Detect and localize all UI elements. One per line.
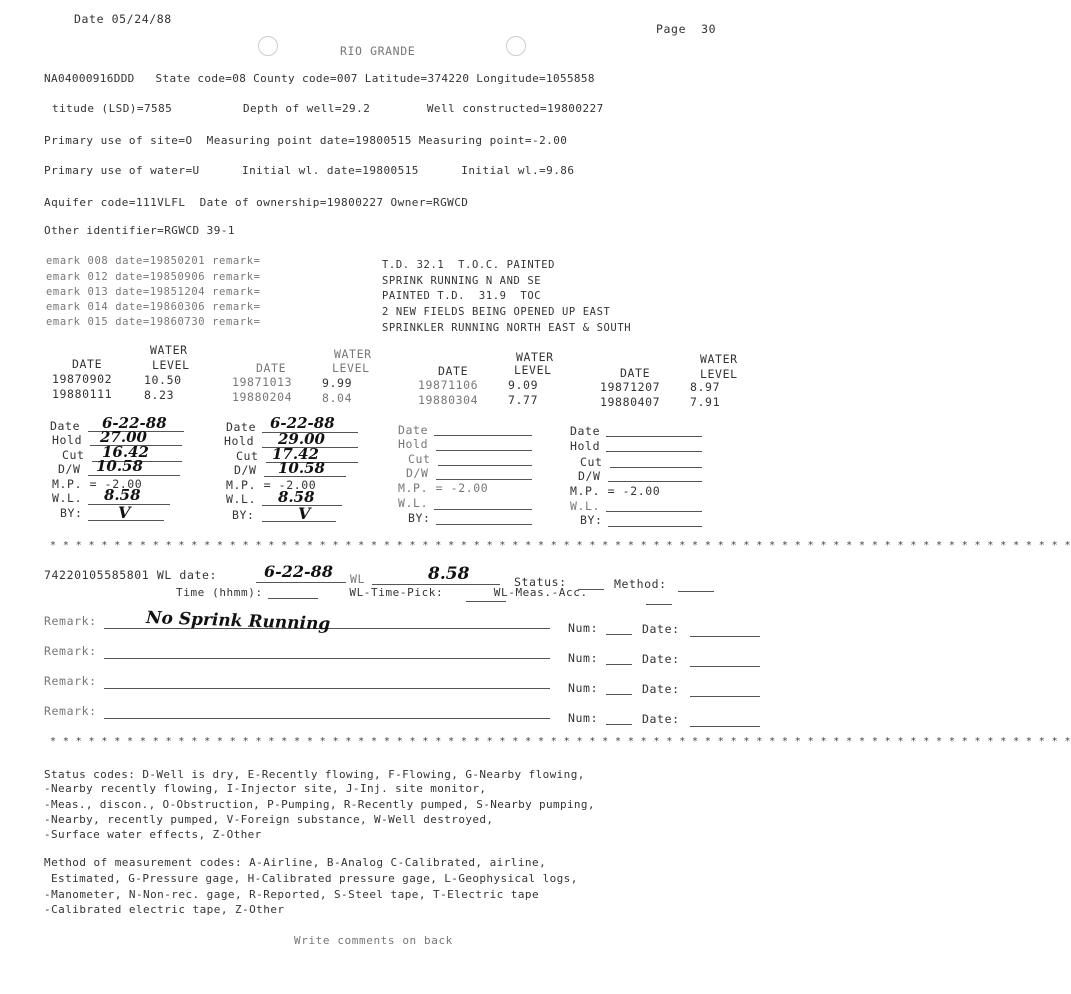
entry-dw-value: 10.58: [96, 457, 143, 475]
num-label: Num:: [568, 681, 599, 695]
table-cell-level: 8.97: [690, 380, 721, 394]
remark-label: emark 013 date=19851204 remark=: [46, 286, 261, 298]
entry-cut-label: Cut: [408, 452, 431, 466]
remark-text: SPRINK RUNNING N AND SE: [382, 275, 542, 287]
primary-use-site-line: Primary use of site=O Measuring point date=19800515 Measuring point=-2.00: [44, 134, 568, 147]
remark-row-label: Remark:: [44, 674, 97, 688]
method-codes-line: Method of measurement codes: A-Airline, B-Analog C-Calibrated, airline,: [44, 856, 547, 869]
table-cell-date: 19871013: [232, 375, 293, 389]
table-cell-level: 7.91: [690, 395, 721, 409]
entry-hold-label: Hold: [224, 434, 255, 448]
site-id-line: NA04000916DDD State code=08 County code=007 Latitude=374220 Longitude=1055858: [44, 72, 595, 85]
entry-hold-field[interactable]: [606, 451, 702, 452]
num-field[interactable]: [606, 724, 632, 725]
remark-row-label: Remark:: [44, 704, 97, 718]
remark-row-label: Remark:: [44, 644, 97, 658]
col-header-level: LEVEL: [514, 363, 552, 377]
status-codes-line: Status codes: D-Well is dry, E-Recently flowing, F-Flowing, G-Nearby flowing,: [44, 768, 585, 781]
entry-date-label: Date: [50, 419, 81, 433]
method-codes-line: -Calibrated electric tape, Z-Other: [44, 903, 285, 916]
method-field[interactable]: [678, 591, 714, 592]
table-cell-date: 19880304: [418, 393, 479, 407]
entry-by-initials: V: [118, 503, 131, 522]
time-field[interactable]: [268, 598, 318, 599]
col-header-water: WATER: [334, 347, 372, 361]
region-title: RIO GRANDE: [340, 44, 416, 58]
altitude-line: titude (LSD)=7585 Depth of well=29.2 Well constructed=19800227: [52, 102, 604, 115]
entry-date-field[interactable]: [606, 436, 702, 437]
table-cell-level: 10.50: [144, 373, 182, 387]
entry-date-label: Date: [570, 424, 601, 438]
col-header-date: DATE: [620, 366, 651, 380]
entry-cut-label: Cut: [580, 455, 603, 469]
col-header-level: LEVEL: [332, 361, 370, 375]
entry-dw-field[interactable]: [88, 475, 180, 476]
entry-mp-label: M.P. = -2.00: [570, 484, 661, 498]
entry-date-label: Date: [398, 423, 429, 437]
col-header-water: WATER: [700, 352, 738, 366]
num-field[interactable]: [606, 664, 632, 665]
wl-meas-acc-field[interactable]: [646, 604, 672, 605]
separator-stars: * * * * * * * * * * * * * * * * * * * * * * * * * * * * * * * * * * * * * * * * * * * * * * * * * * * * * * * * * * * * * * * * * * * * * * * * * * * * * * * *: [50, 540, 1071, 551]
col-header-date: DATE: [438, 364, 469, 378]
table-cell-date: 19880407: [600, 395, 661, 409]
method-label: Method:: [614, 577, 667, 591]
wl-date-field[interactable]: [256, 582, 346, 583]
entry-date-field[interactable]: [434, 435, 532, 436]
remark-label: emark 015 date=19860730 remark=: [46, 316, 261, 328]
entry-dw-label: D/W: [578, 469, 601, 483]
entry-cut-field[interactable]: [610, 467, 702, 468]
date-field[interactable]: [690, 726, 760, 727]
status-codes-line: -Surface water effects, Z-Other: [44, 828, 262, 841]
entry-date-value: 6-22-88: [270, 414, 335, 432]
wl-time-pick-field[interactable]: [466, 601, 506, 602]
entry-wl-field[interactable]: [606, 511, 702, 512]
entry-wl-label: W.L.: [570, 499, 601, 513]
aquifer-line: Aquifer code=111VLFL Date of ownership=19800227 Owner=RGWCD: [44, 196, 469, 209]
entry-hold-value: 29.00: [278, 430, 325, 448]
date-label: Date:: [642, 712, 680, 726]
entry-cut-label: Cut: [236, 449, 259, 463]
entry-date-value: 6-22-88: [102, 414, 167, 432]
entry-wl-value: 8.58: [104, 486, 141, 504]
col-header-level: LEVEL: [700, 367, 738, 381]
wl-date-value: 6-22-88: [264, 562, 333, 581]
col-header-water: WATER: [516, 350, 554, 364]
remark-label: emark 008 date=19850201 remark=: [46, 255, 261, 267]
punch-hole-right: [506, 36, 526, 56]
table-cell-level: 8.23: [144, 388, 175, 402]
status-label: Status:: [514, 575, 567, 589]
date-field[interactable]: [690, 636, 760, 637]
entry-mp-label: M.P. = -2.00: [398, 481, 489, 495]
num-label: Num:: [568, 651, 599, 665]
remark-label: emark 012 date=19850906 remark=: [46, 271, 261, 283]
table-cell-level: 8.04: [322, 391, 353, 405]
remark-field[interactable]: [104, 718, 550, 719]
remark-text: 2 NEW FIELDS BEING OPENED UP EAST: [382, 306, 611, 318]
table-cell-date: 19880204: [232, 390, 293, 404]
entry-dw-label: D/W: [58, 462, 81, 476]
footer-note: Write comments on back: [294, 934, 453, 947]
entry-by-field[interactable]: [608, 526, 702, 527]
entry-mp-label: M.P. = -2.00: [52, 477, 143, 491]
entry-wl-value: 8.58: [278, 488, 315, 506]
separator-stars: * * * * * * * * * * * * * * * * * * * * * * * * * * * * * * * * * * * * * * * * * * * * * * * * * * * * * * * * * * * * * * * * * * * * * * * * * * * * * * * *: [50, 736, 1071, 747]
entry-wl-label: W.L.: [52, 491, 83, 505]
method-codes-line: -Manometer, N-Non-rec. gage, R-Reported, S-Steel tape, T-Electric tape: [44, 888, 540, 901]
status-codes-line: -Nearby, recently pumped, V-Foreign substance, W-Well destroyed,: [44, 813, 494, 826]
remark-field[interactable]: [104, 688, 550, 689]
num-field[interactable]: [606, 694, 632, 695]
col-header-date: DATE: [256, 361, 287, 375]
remark-text: SPRINKLER RUNNING NORTH EAST & SOUTH: [382, 322, 632, 334]
entry-by-field[interactable]: [436, 524, 532, 525]
num-label: Num:: [568, 621, 599, 635]
table-cell-date: 19871106: [418, 378, 479, 392]
wl-date-label: 74220105585801 WL date:: [44, 568, 218, 582]
entry-wl-label: W.L.: [398, 496, 429, 510]
status-codes-line: -Meas., discon., O-Obstruction, P-Pumping, R-Recently pumped, S-Nearby pumping,: [44, 798, 595, 811]
num-label: Num:: [568, 711, 599, 725]
entry-cut-label: Cut: [62, 448, 85, 462]
entry-dw-field[interactable]: [436, 479, 532, 480]
punch-hole-left: [258, 36, 278, 56]
other-identifier-line: Other identifier=RGWCD 39-1: [44, 224, 235, 237]
entry-by-label: BY:: [232, 508, 255, 522]
entry-hold-label: Hold: [398, 437, 429, 451]
entry-dw-value: 10.58: [278, 459, 325, 477]
date-label: Date:: [642, 652, 680, 666]
remark-label: emark 014 date=19860306 remark=: [46, 301, 261, 313]
entry-cut-field[interactable]: [438, 465, 532, 466]
entry-by-initials: V: [298, 504, 311, 523]
col-header-date: DATE: [72, 357, 103, 371]
primary-use-water-line: Primary use of water=U Initial wl. date=19800515 Initial wl.=9.86: [44, 164, 575, 177]
remark-handwritten: No Sprink Running: [145, 608, 331, 635]
status-codes-line: -Nearby recently flowing, I-Injector site, J-Inj. site monitor,: [44, 782, 487, 795]
entry-wl-label: W.L.: [226, 492, 257, 506]
remark-text: PAINTED T.D. 31.9 TOC: [382, 290, 542, 302]
entry-dw-label: D/W: [406, 466, 429, 480]
entry-hold-label: Hold: [570, 439, 601, 453]
remark-row-label: Remark:: [44, 614, 97, 628]
entry-hold-label: Hold: [52, 433, 83, 447]
entry-by-label: BY:: [408, 511, 431, 525]
method-codes-line: Estimated, G-Pressure gage, H-Calibrated pressure gage, L-Geophysical logs,: [44, 872, 578, 885]
entry-hold-field[interactable]: [436, 450, 532, 451]
wl-label: WL: [350, 572, 366, 586]
remark-text: T.D. 32.1 T.O.C. PAINTED: [382, 259, 556, 271]
entry-dw-field[interactable]: [608, 481, 702, 482]
entry-dw-label: D/W: [234, 463, 257, 477]
date-field[interactable]: [690, 696, 760, 697]
table-cell-level: 7.77: [508, 393, 539, 407]
entry-mp-label: M.P. = -2.00: [226, 478, 317, 492]
date-label: Date:: [642, 622, 680, 636]
table-cell-date: 19870902: [52, 372, 113, 386]
col-header-level: LEVEL: [152, 358, 190, 372]
wl-value: 8.58: [428, 564, 470, 584]
entry-cut-value: 17.42: [272, 445, 319, 463]
report-date: Date 05/24/88: [74, 12, 172, 26]
table-cell-level: 9.99: [322, 376, 353, 390]
table-cell-date: 19880111: [52, 387, 113, 401]
date-label: Date:: [642, 682, 680, 696]
table-cell-level: 9.09: [508, 378, 539, 392]
page-number: Page 30: [656, 22, 717, 36]
entry-by-label: BY:: [580, 513, 603, 527]
time-pick-line: Time (hhmm): WL-Time-Pick: WL-Meas.-Acc.: [176, 586, 588, 599]
entry-wl-field[interactable]: [434, 509, 532, 510]
wl-field[interactable]: [372, 584, 500, 585]
remark-field[interactable]: [104, 658, 550, 659]
entry-date-label: Date: [226, 420, 257, 434]
table-cell-date: 19871207: [600, 380, 661, 394]
entry-hold-value: 27.00: [100, 428, 147, 446]
entry-by-label: BY:: [60, 506, 83, 520]
date-field[interactable]: [690, 666, 760, 667]
entry-cut-value: 16.42: [102, 443, 149, 461]
col-header-water: WATER: [150, 343, 188, 357]
num-field[interactable]: [606, 634, 632, 635]
